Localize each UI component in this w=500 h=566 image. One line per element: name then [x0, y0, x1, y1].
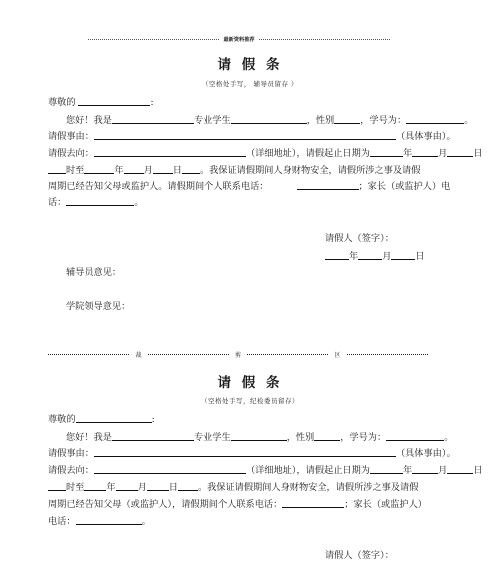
phone-label: 电话：: [48, 516, 76, 527]
reason-blank[interactable]: [94, 446, 396, 457]
form1-date-line: 时至 年 月 日 。我保证请假期间人身财物安全，请假所涉之事及请假: [48, 163, 420, 176]
end-hour-blank[interactable]: [178, 480, 198, 491]
form2-phone-line: 电话： 。: [48, 516, 151, 527]
end-day-blank[interactable]: [153, 163, 173, 174]
form2-reason-line: 请假事由： （具体事由）。: [48, 448, 456, 459]
destination-blank[interactable]: [94, 146, 246, 157]
form2-applicant: 请假人（签字）：: [325, 550, 394, 561]
banner-dotted-rule: [259, 39, 390, 40]
major-label: 专业学生: [193, 432, 231, 443]
end-month-blank[interactable]: [124, 163, 144, 174]
form2-contact-line: [48, 497, 427, 510]
form1-applicant: 请假人（签字）：: [325, 233, 394, 244]
sign-month-blank[interactable]: [358, 249, 382, 260]
form1-destination-line: 请假去向： （详细地址），请假起止日期为 年 月 日: [48, 148, 483, 159]
start-day-blank[interactable]: [447, 146, 473, 157]
safety-text: 。我保证请假期间人身财物安全，请假所涉之事及请假: [199, 165, 421, 176]
cut-dotted-rule: [148, 354, 229, 355]
start-month-blank[interactable]: [412, 146, 438, 157]
student-id-blank[interactable]: [406, 113, 464, 124]
start-hour-blank[interactable]: [48, 480, 66, 491]
form1-contact-line: [48, 179, 450, 192]
period-mark: 。: [464, 115, 474, 126]
sign-year-blank[interactable]: [325, 249, 349, 260]
destination-label: 请假去向：: [48, 148, 94, 159]
gender-blank[interactable]: [334, 113, 360, 124]
student-name-blank[interactable]: [231, 430, 287, 441]
start-hour-blank[interactable]: [48, 163, 66, 174]
greeting-label: 尊敬的: [48, 414, 76, 425]
form2-greeting-line: 尊敬的 :: [48, 414, 155, 425]
form1-subtitle: （空格处手写， 辅导员留存 ）: [201, 80, 299, 88]
form1-title: 请 假 条: [217, 57, 283, 73]
personal-phone-blank[interactable]: [297, 179, 359, 190]
parent-phone-blank[interactable]: [66, 195, 134, 206]
personal-phone-blank[interactable]: [282, 497, 344, 508]
address-note: （详细地址），请假起止日期为: [245, 465, 370, 476]
form2-destination-line: 请假去向： （详细地址），请假起止日期为 年 月 日: [48, 465, 483, 476]
form2-date-line: 时至 年 月 日 。我保证请假期间人身财物安全，请假所涉之事及请假: [48, 480, 418, 493]
end-hour-blank[interactable]: [182, 163, 200, 174]
start-day-blank[interactable]: [447, 463, 473, 474]
parent-label: ；家长（或监护人）: [344, 499, 427, 510]
reason-label: 请假事由：: [48, 448, 94, 459]
form1-intro-line: [66, 113, 473, 126]
gender-label: ，性别: [306, 115, 335, 126]
gender-label: ，性别: [286, 432, 315, 443]
form2-subtitle: （空格处手写，纪检委员留存）: [201, 397, 299, 405]
address-note: （详细地址），请假起止日期为: [245, 148, 370, 159]
counselor-opinion-label: 辅导员意见：: [66, 267, 122, 278]
cut-line: [48, 348, 428, 360]
banner-label: 最新资料推荐: [223, 36, 255, 43]
form1-phone-line: 话： 。: [48, 197, 144, 208]
sign-day-blank[interactable]: [391, 249, 415, 260]
destination-label: 请假去向：: [48, 465, 94, 476]
reason-suffix: （具体事由）: [395, 131, 447, 142]
parent-label: ；家长（或监护人）电: [358, 181, 451, 192]
student-id-blank[interactable]: [386, 430, 444, 441]
gender-blank[interactable]: [314, 430, 340, 441]
recipient-blank[interactable]: [78, 95, 150, 106]
start-year-blank[interactable]: [370, 146, 403, 157]
end-year-blank[interactable]: [84, 480, 106, 491]
contact-text: 周期已经告知父母（或监护人），请假期间个人联系电话：: [48, 499, 283, 510]
leader-opinion-label: 学院领导意见：: [66, 301, 131, 312]
cut-label: 区: [334, 351, 341, 359]
major-blank[interactable]: [112, 113, 194, 124]
form2-title: 请 假 条: [217, 375, 283, 391]
hello-text: 您好！我是: [66, 432, 112, 443]
banner-dotted-rule: [88, 39, 219, 40]
start-month-blank[interactable]: [412, 463, 438, 474]
form1-sign-date: 年 月 日: [325, 249, 425, 262]
parent-phone-blank[interactable]: [76, 514, 142, 525]
end-month-blank[interactable]: [116, 480, 138, 491]
end-day-blank[interactable]: [147, 480, 169, 491]
cut-dotted-rule: [48, 354, 129, 355]
contact-text: 周期已经告知父母或监护人。请假期间个人联系电话：: [48, 181, 269, 192]
major-blank[interactable]: [112, 430, 194, 441]
major-label: 专业学生: [193, 115, 231, 126]
cut-label: 剪: [234, 351, 241, 359]
start-year-blank[interactable]: [370, 463, 403, 474]
student-id-label: ，学号为：: [360, 115, 407, 126]
hello-text: 您好！我是: [66, 115, 112, 126]
safety-text: 。我保证请假期间人身财物安全，请假所涉之事及请假: [197, 482, 419, 493]
greeting-label: 尊敬的: [48, 97, 76, 108]
end-year-blank[interactable]: [84, 163, 114, 174]
cut-label: 裁: [135, 351, 142, 359]
recipient-blank[interactable]: [76, 412, 152, 423]
phone-label: 话：: [48, 197, 67, 208]
reason-blank[interactable]: [94, 129, 396, 140]
form2-intro-line: 您好！我是 专业学生 ，性别 ，学号为： 。: [66, 432, 454, 443]
cut-dotted-rule: [247, 354, 328, 355]
form1-reason-line: 请假事由： （具体事由）。: [48, 131, 456, 142]
reason-label: 请假事由：: [48, 131, 94, 142]
cut-dotted-rule: [347, 354, 428, 355]
reason-suffix: （具体事由）: [395, 448, 447, 459]
destination-blank[interactable]: [94, 463, 246, 474]
form1-greeting-line: 尊敬的 :: [48, 97, 154, 108]
top-banner: [88, 34, 390, 44]
student-name-blank[interactable]: [231, 113, 307, 124]
student-id-label: ，学号为：: [340, 432, 387, 443]
